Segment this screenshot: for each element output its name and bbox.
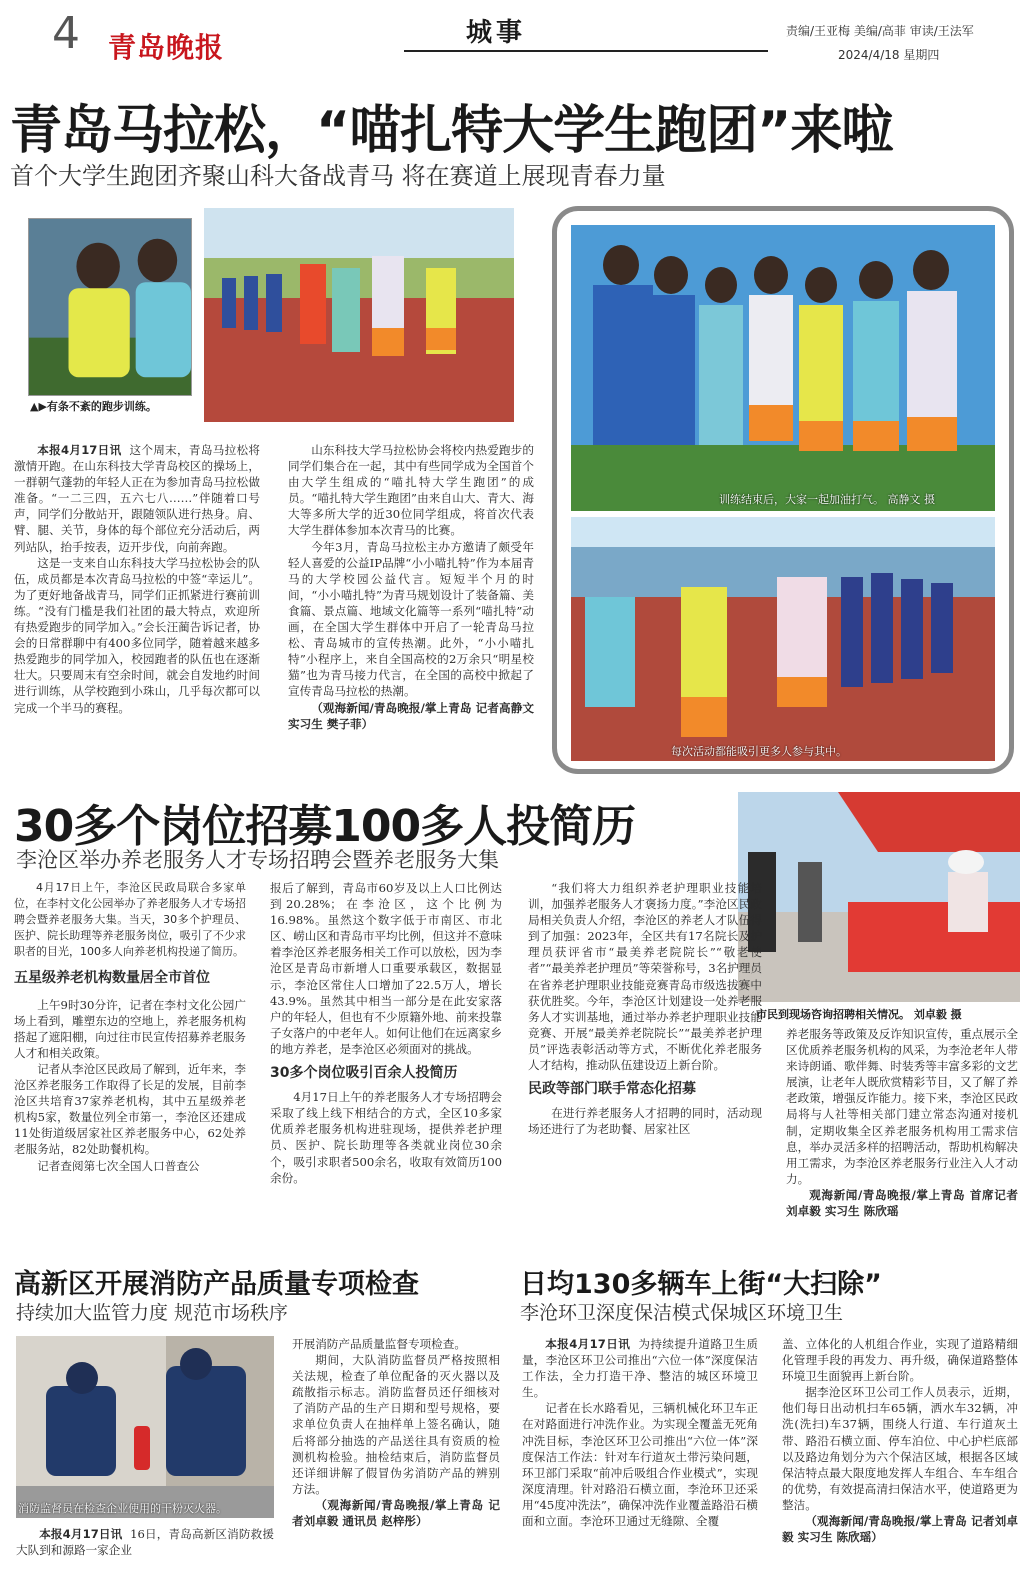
story4-col2-p2: 据李沧区环卫公司工作人员表示，近期，他们每日出动机扫车65辆，洒水车32辆，冲洗(洗扫)车37辆，围绕人行道、车行道灰土带、路沿石横立面、停车泊位、中心护栏底部以及路边角划分为六个保洁区域，根据各区域保洁特点最大限度地发挥人车组合、车车组合的优势，有效提高清扫保洁水平，使道路更为整洁。 [782,1385,1018,1512]
story4-column-1 [522,1336,758,1566]
photo-frame [552,206,1014,774]
story2-col1-p3: 记者查阅第七次全国人口普查公 [37,1158,200,1173]
story4-subhead: 李沧环卫深度保洁模式保城区环境卫生 [520,1302,844,1324]
story4-dateline: 本报4月17日讯 [545,1337,631,1351]
story1-column-1 [14,442,260,770]
photo-waving-runners [571,517,995,761]
story2-photo-caption: 市民到现场咨询招聘相关情况。 刘卓毅 摄 [756,1008,962,1021]
story3-byline-text: （观海新闻/青岛晚报/掌上青岛 记者 [292,1497,500,1529]
story1-byline-text: （观海新闻/青岛晚报/掌上青岛 记者 [311,700,500,715]
section-title: 城事 [466,18,527,48]
photo-caption-cheer: 训练结束后，大家一起加油打气。 高静文 摄 [719,493,935,506]
story1-subhead: 首个大学生跑团齐聚山科大备战青马 将在赛道上展现青春力量 [10,162,666,190]
story1-column-2 [288,442,534,770]
photo-fire-inspection [16,1336,274,1518]
editor-credits: 责编/王亚梅 美编/高菲 审读/王法军 [786,24,974,38]
story4-col2-p1: 盖、立体化的人机组合作业，实现了道路精细化管理手段的再发力、再升级，确保道路整体环境卫生面貌再上新台阶。 [782,1337,1018,1384]
story3-col2-p2: 期间，大队消防监督员严格按照相关法规，检查了单位配备的灭火器以及疏散指示标志。消防监督员还仔细核对了消防产品的生产日期和型号规格，要求单位负责人在抽样单上签名确认，随后将部分抽选的产品送往具有资质的检测机构检验。抽检结束后，消防监督员还详细讲解了假冒伪劣消防产品的辨别方法。 [292,1353,500,1496]
story2-col1-p1: 上午9时30分许，记者在李村文化公园广场上看到，雕塑东边的空地上，养老服务机构搭起了遮阳棚，向过往市民宣传招募养老服务人才和相关政策。 [14,997,246,1060]
photo-caption-waving: 每次活动都能吸引更多人参与其中。 [671,745,847,758]
story2-col3-p1: “我们将大力组织养老护理职业技能培训，加强养老服务人才褒扬力度。”李沧区民政局相关负责人介绍，李沧区的养老人才队伍得到了加强：2023年，全区共有17名院长及护理员获评省市“最美养老院院长”“敬老使者”“最美养老护理员”等荣誉称号，3名护理员在省养老护理职业技能竞赛青岛市级选拔赛中获优胜奖。今年，李沧区计划建设一处养老服务人才实训基地，通过举办养老护理职业技能竞赛、开展“最美养老院院长”“最美养老护理员”评选表彰活动等方式，不断优化养老服务人才结构，推动队伍建设迈上新台阶。 [528,881,762,1073]
header-rule [404,50,768,52]
photo-runners-closeup [28,218,192,396]
story4-byline-names: 刘卓毅 实习生 陈欣瑶） [782,1514,1018,1545]
story3-byline-names: 刘卓毅 通讯员 赵梓彤） [303,1514,428,1529]
story3-column-2 [292,1336,500,1566]
story3-photo-caption: 消防监督员在检查企业使用的干粉灭火器。 [18,1502,227,1515]
story1-col1-p1: 这个周末，青岛马拉松将激情开跑。在山东科技大学青岛校区的操场上，一群朝气蓬勃的年轻人正在为参加青岛马拉松做准备。“一二三四，五六七八……”伴随着口号声，同学们分散站开，跟随领队进行热身。肩、臂、腿、关节，身体的每个部位充分活动后，两列站队，抬手按表，迈开步伐，向前奔跑。 [14,443,260,554]
story2-column-4 [786,1026,1018,1248]
story3-col1-p1: 16日，青岛高新区消防救援大队到和源路一家企业 [16,1527,274,1558]
story1-headline: 青岛马拉松，“喵扎特大学生跑团”来啦 [10,101,893,161]
story3-headline: 高新区开展消防产品质量专项检查 [14,1269,419,1300]
story2-column-3 [528,880,762,1242]
story4-col1-p2: 记者在长水路看见，三辆机械化环卫车正在对路面进行冲洗作业。为实现全覆盖无死角冲洗目标，李沧区环卫公司推出“六位一体”深度保洁工作法：针对车行道灰土带污染问题，环卫部门采取“前冲后吸组合作业模式”，实现深度清理。针对路沿石横立面，李沧环卫还采用“45度冲洗法”，确保冲洗作业覆盖路沿石横面和立面。李沧环卫通过无缝隙、全覆 [522,1401,758,1529]
newspaper-logo: 青岛晚报 [108,31,225,64]
story2-col3-p2: 在进行养老服务人才招聘的同时，活动现场还进行了为老助餐、居家社区 [528,1106,762,1137]
story2-column-2 [270,880,502,1242]
story2-subhead: 李沧区举办养老服务人才专场招聘会暨养老服务大集 [16,848,499,872]
story4-col1-p1: 为持续提升道路卫生质量，李沧区环卫公司推出“六位一体”深度保洁工作法，全力打造干净、整洁的城区环境卫生。 [522,1337,758,1400]
story1-col2-p1: 山东科技大学马拉松协会将校内热爱跑步的同学们集合在一起，其中有些同学成为全国首个由大学生组成的“喵扎特大学生跑团”的成员。“喵扎特大学生跑团”由来自山大、青大、海大等多所大学的近30位同学组成，将首次代表大学生群体参加本次青马的比赛。 [288,443,534,538]
story3-column-1 [16,1526,274,1564]
story3-col2-p1: 开展消防产品质量监督专项检查。 [292,1337,466,1351]
story2-col1-p2: 记者从李沧区民政局了解到，近年来，李沧区养老服务工作取得了长足的发展，目前李沧区共培育37家养老机构，其中五星级养老机构5家，数量位列全市第一，李沧区还建成11处街道级居家社区养老服务中心，62处养老服务站，82处助餐机构。 [14,1061,246,1157]
story3-subhead: 持续加大监管力度 规范市场秩序 [16,1302,289,1324]
story2-byline-names: 刘卓毅 实习生 陈欣瑶 [786,1204,899,1219]
story2-col4-p1: 养老服务等政策及反诈知识宣传，重点展示全区优质养老服务机构的风采，为李沧老年人带来诗朗诵、歌伴舞、时装秀等丰富多彩的文艺展演，让老年人既欣赏精彩节目，又了解了养老政策，增强反诈能力。接下来，李沧区民政局将与人社等相关部门建立常态沟通对接机制，定期收集全区养老服务机构用工需求信息，举办灵活多样的招聘活动，帮助机构解决用工需求，为李沧区养老服务行业注入人才动力。 [786,1027,1018,1186]
story4-column-2 [782,1336,1018,1566]
story2-lead-para: 4月17日上午，李沧区民政局联合多家单位，在李村文化公园举办了养老服务人才专场招聘会暨养老服务大集。当天，30多个护理员、医护、院长助理等养老服务岗位，吸引了不少求职者的目光，100多人向养老机构投递了简历。 [14,881,246,959]
story2-subhead-2: 30多个岗位吸引百余人投简历 [270,1065,458,1082]
story1-byline-names: 高静文 实习生 樊子菲） [288,700,534,731]
photo-cheering-group [571,225,995,511]
story1-col2-p2: 今年3月，青岛马拉松主办方邀请了颇受年轻人喜爱的公益IP品牌“小小喵扎特”作为本届青马的大学校园公益代言。短短半个月的时间，“小小喵扎特”为青马规划设计了装备篇、美食篇、景点篇、地域文化篇等一系列“喵扎特”动画，在全国大学生群体中开启了一轮青岛马拉松、青岛城市的宣传热潮。此外，“小小喵扎特”小程序上，来自全国高校的2万余只“明星校猫”也为青马接力代言，在全国的高校中掀起了宣传青岛马拉松的热潮。 [288,539,534,699]
issue-date: 2024/4/18 星期四 [838,48,940,62]
story3-dateline: 本报4月17日讯 [39,1527,123,1541]
story2-byline-text: 观海新闻/青岛晚报/掌上青岛 首席记者 [809,1187,1018,1202]
story2-headline: 30多个岗位招募100多人投简历 [14,801,636,852]
story1-col1-p2: 这是一支来自山东科技大学马拉松协会的队伍，成员都是本次青岛马拉松的中签“幸运儿”。为了更好地备战青马，同学们正抓紧进行赛前训练。“没有门槛是我们社团的最大特点，欢迎所有热爱跑步的同学加入。”会长汪蔺告诉记者，协会的日常群聊中有400多位同学，随着越来越多热爱跑步的同学加入，校园跑者的队伍也在逐渐壮大。只要周末有空余时间，就会自发地约时间进行训练，从学校跑到小珠山，几乎每次都可以完成一个半马的赛程。 [14,555,260,715]
story2-col2-p2: 4月17日上午的养老服务人才专场招聘会采取了线上线下相结合的方式，全区10多家优质养老服务机构进驻现场，提供养老护理员、医护、院长助理等各类就业岗位30余个，吸引求职者500余名，收取有效简历100余份。 [270,1090,502,1185]
story4-byline-text: （观海新闻/青岛晚报/掌上青岛 记者 [805,1514,995,1529]
story2-subhead-1: 五星级养老机构数量居全市首位 [14,970,210,987]
photo-job-fair [738,792,1020,1002]
page-number: 4 [52,8,80,59]
story2-col2-p1: 报后了解到，青岛市60岁及以上人口比例达到20.28%；在李沧区，这个比例为16.98%。虽然这个数字低于市南区、市北区、崂山区和青岛市平均比例，但这并不意味着李沧区养老服务相关工作可以放松，因为李沧区是青岛市新增人口重要承载区，数据显示，李沧区常住人口增加了22.5万人，增长43.9%。虽然其中相当一部分是在此安家落户的年轻人，但也有不少原籍外地、前来投靠子女落户的中老年人。如何让他们在远离家乡的地方养老，是李沧区必须面对的挑战。 [270,881,502,1056]
photo-caption-training: ▲▶有条不紊的跑步训练。 [30,400,157,413]
story2-subhead-3: 民政等部门联手常态化招募 [528,1081,696,1098]
story2-column-1 [14,880,246,1242]
photo-group-running [204,208,514,422]
story1-dateline: 本报4月17日讯 [37,443,122,457]
story4-headline: 日均130多辆车上街“大扫除” [520,1269,882,1300]
